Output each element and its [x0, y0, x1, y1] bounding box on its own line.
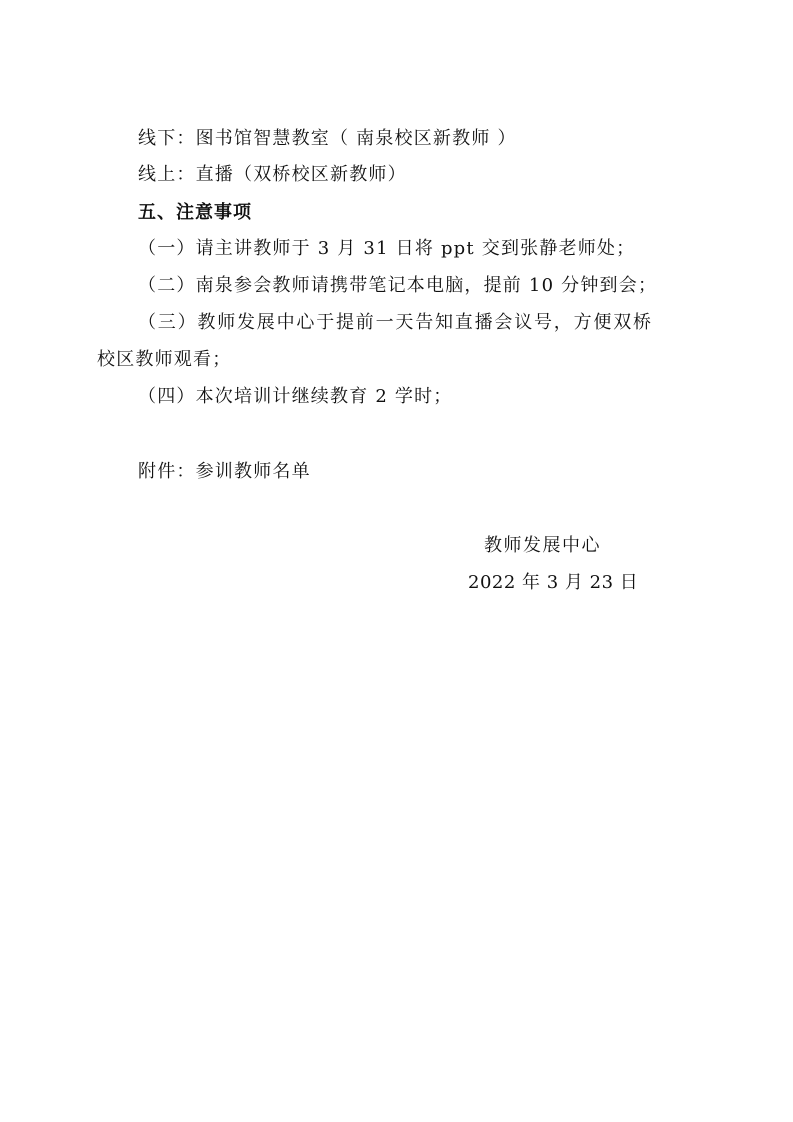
note-item-3: （三）教师发展中心于提前一天告知直播会议号，方便双桥: [138, 312, 653, 333]
venue-offline-line: 线下：图书馆智慧教室（ 南泉校区新教师 ）: [138, 128, 517, 149]
attachment-line: 附件：参训教师名单: [138, 461, 311, 482]
signature-date: 2022 年 3 月 23 日: [468, 572, 639, 593]
note-item-4: （四）本次培训计继续教育 2 学时；: [138, 386, 453, 407]
note-item-1: （一）请主讲教师于 3 月 31 日将 ppt 交到张静老师处；: [138, 238, 636, 259]
note-item-2: （二）南泉参会教师请携带笔记本电脑，提前 10 分钟到会；: [138, 275, 658, 296]
signature-organization: 教师发展中心: [484, 535, 601, 556]
venue-online-line: 线上：直播（双桥校区新教师）: [138, 164, 407, 185]
section-heading: 五、注意事项: [138, 202, 252, 223]
note-item-3-continuation: 校区教师观看；: [97, 349, 232, 370]
